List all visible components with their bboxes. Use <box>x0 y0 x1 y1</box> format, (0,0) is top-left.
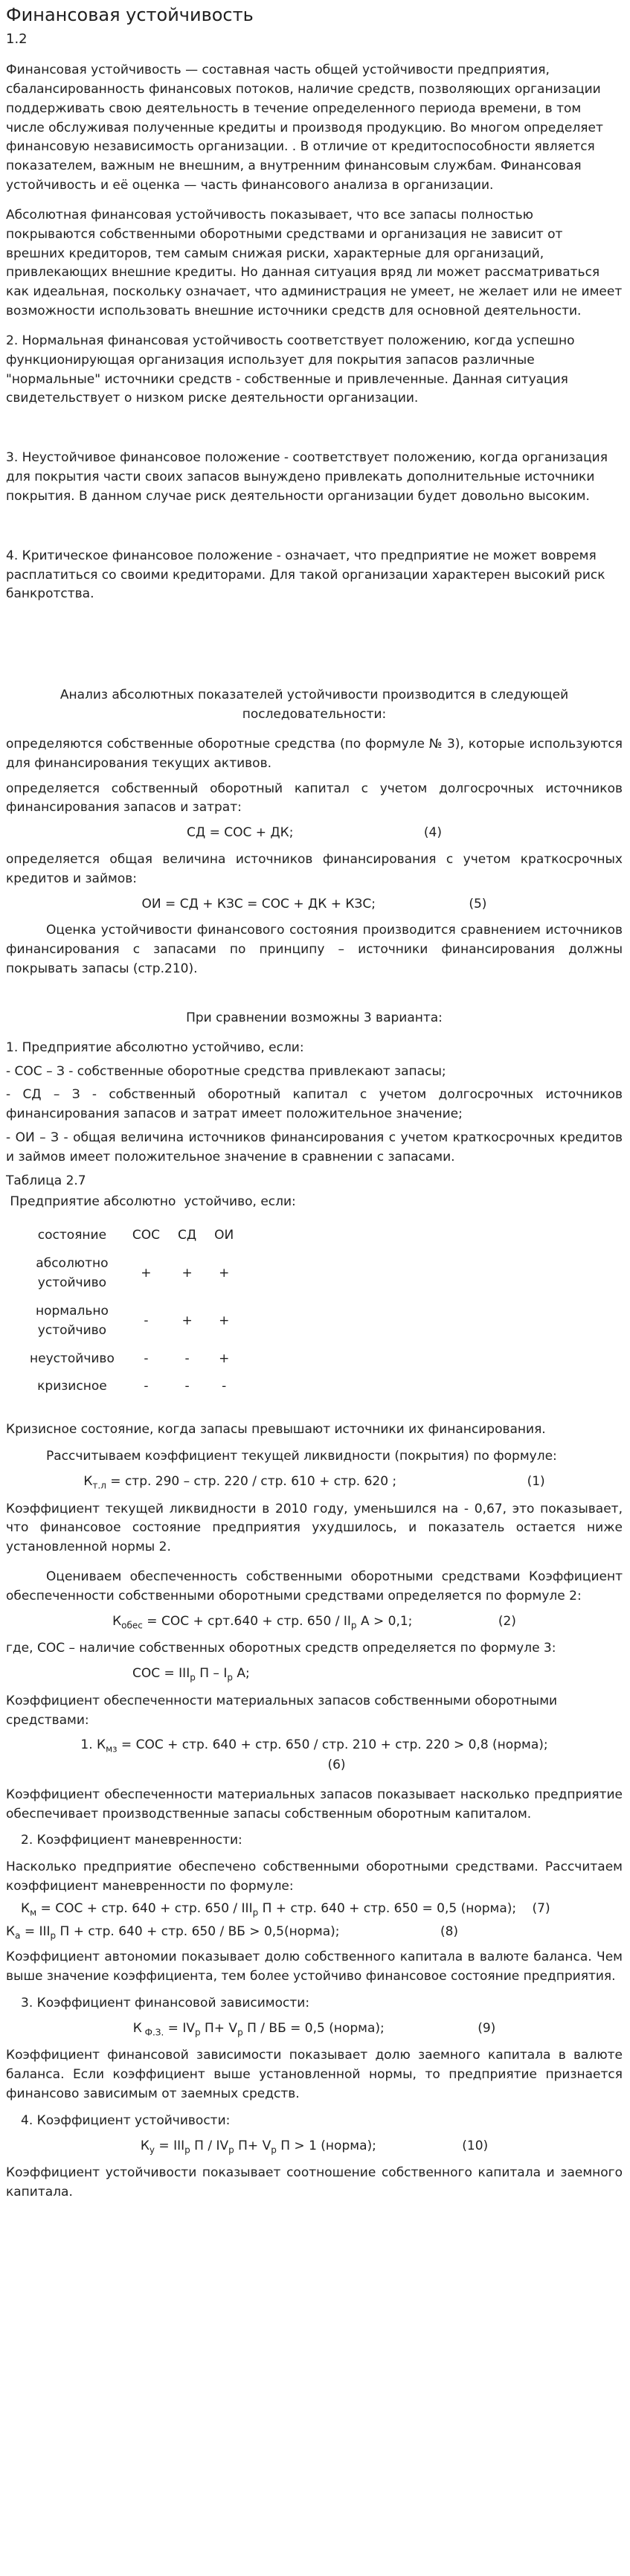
formula-1-lhs: К <box>83 1473 93 1489</box>
formula-2-sub: обес <box>121 1620 143 1631</box>
table-row <box>21 1250 242 1298</box>
table-cell: нормально устойчиво <box>35 1303 109 1338</box>
table-header-cell: ОИ <box>214 1228 234 1243</box>
formula-3-b: П – I <box>195 1666 228 1682</box>
dependence-text: Коэффициент финансовой зависимости показывает долю заемного капитала в валюте баланса. Если коэффициент выше установленной нормы, то предприятие признается финансово зависимым от заемных средств. <box>6 2048 623 2101</box>
formula-8-sub: а <box>15 1929 21 1941</box>
assessment-paragraph: Оценка устойчивости финансового состояния производится сравнением источников финансирования с запасами по принципу – источники финансирования должны покрывать запасы (стр.210). <box>6 923 623 977</box>
formula-2-sub2: р <box>350 1620 357 1631</box>
analysis-heading: Анализ абсолютных показателей устойчивости производится в следующей последовательности: <box>60 688 569 723</box>
liquidity-intro: Рассчитываем коэффициент текущей ликвидности (покрытия) по формуле: <box>46 1449 557 1464</box>
formula-8 <box>6 1923 623 1943</box>
table-cell: + <box>181 1266 193 1281</box>
formula-2-lhs: К <box>112 1613 122 1629</box>
formula-6-sub: мз <box>106 1743 118 1755</box>
formula-9-sub3: р <box>237 2027 243 2038</box>
formula-10-sub2: р <box>184 2144 190 2156</box>
formula-7-sub2: р <box>252 1907 259 1918</box>
table-row <box>21 1345 242 1374</box>
formula-4-number: (4) <box>423 825 442 841</box>
table-cell: абсолютно устойчиво <box>36 1256 109 1291</box>
formula-8-lhs: К <box>6 1923 16 1939</box>
table-header-cell: СОС <box>132 1228 160 1243</box>
formula-3-intro: где, СОС – наличие собственных оборотных средств определяется по формуле 3: <box>6 1641 556 1656</box>
stability-text: Коэффициент устойчивости показывает соотношение собственного капитала и заемного капитала. <box>6 2165 623 2200</box>
table-header-cell: СД <box>177 1228 197 1243</box>
formula-3-a: СОС = III <box>132 1666 190 1682</box>
table-header-row <box>21 1222 242 1250</box>
variants-intro: 1. Предприятие абсолютно устойчиво, если: <box>6 1039 304 1055</box>
formula-7-sub: м <box>30 1907 37 1918</box>
liquidity-result: Коэффициент текущей ликвидности в 2010 году, уменьшился на - 0,67, это показывает, что финансовое состояние предприятия ухудшилось, и показатель остается ниже установленной нормы 2. <box>6 1501 623 1555</box>
formula-8-rhs: = III <box>20 1923 51 1939</box>
formula-10-rhs2: П > 1 (норма); <box>276 2138 376 2153</box>
table-cell: - <box>184 1379 190 1394</box>
formula-1 <box>6 1473 623 1493</box>
formula-10-sub: у <box>149 2144 155 2156</box>
formula-10-sub4: р <box>271 2144 277 2156</box>
formula-2-rhs: = СОС + срт.640 + стр. 650 / II <box>142 1613 351 1629</box>
table-cell: + <box>219 1266 230 1281</box>
critical-paragraph: 4. Критическое финансовое положение - означает, что предприятие не может вовремя расплатиться со своими кредиторами. Для такой организации характерен высокий риск банкротства. <box>6 548 605 602</box>
variant-2: - СД – З - собственный оборотный капитал с учетом долгосрочных источников финансирования запасов и затрат имеет положительное значение; <box>6 1087 623 1122</box>
maneuver-intro: Насколько предприятие обеспечено собственными оборотными средствами. Рассчитаем коэффициент маневренности по формуле: <box>6 1859 623 1894</box>
formula-10 <box>6 2137 623 2157</box>
dependence-heading: 3. Коэффициент финансовой зависимости: <box>21 1995 310 2011</box>
formula-10-sub3: р <box>228 2144 234 2156</box>
variant-1: - СОС – З - собственные оборотные средства привлекают запасы; <box>6 1063 446 1079</box>
formula-3-s1: р <box>190 1672 196 1683</box>
table-cell: - <box>144 1351 149 1366</box>
formula-2-rhs2: А > 0,1; <box>356 1613 413 1629</box>
formula-9-rhs2: П / ВБ = 0,5 (норма); <box>242 2020 385 2036</box>
formula-3-c: А; <box>232 1666 250 1682</box>
normal-stability-paragraph: 2. Нормальная финансовая устойчивость соответствует положению, когда успешно функционирующая организация использует для покрытия запасов различные "нормальные" источники средств - собственные и привлеченные. Данная ситуация свидетельствует о низком риске деятельности организации. <box>6 333 575 406</box>
formula-7-rhs: = СОС + стр. 640 + стр. 650 / III <box>36 1900 253 1916</box>
analysis-step-2: определяется собственный оборотный капитал с учетом долгосрочных источников финансирования запасов и затрат: <box>6 781 623 816</box>
formula-4-text: СД = СОС + ДК; <box>187 825 294 841</box>
formula-10-mid: П / IV <box>190 2138 229 2153</box>
formula-9-lhs: К <box>132 2020 142 2036</box>
formula-6-rhs: = СОС + стр. 640 + стр. 650 / стр. 210 + стр. 220 > 0,8 (норма); <box>117 1737 548 1753</box>
table-cell: + <box>219 1351 230 1366</box>
formula-7 <box>6 1900 623 1920</box>
formula-6-number: (6) <box>327 1758 346 1772</box>
maneuver-heading: 2. Коэффициент маневренности: <box>21 1833 242 1848</box>
analysis-step-3: определяется общая величина источников финансирования с учетом краткосрочных кредитов и займов: <box>6 852 623 886</box>
formula-10-mid2: П+ V <box>234 2138 271 2153</box>
formula-1-number: (1) <box>527 1473 545 1489</box>
page-title: Финансовая устойчивость <box>6 4 254 25</box>
crisis-note: Кризисное состояние, когда запасы превышают источники их финансирования. <box>6 1422 546 1438</box>
formula-9-mid: П+ V <box>200 2020 238 2036</box>
formula-2 <box>6 1612 623 1633</box>
table-cell: + <box>181 1313 193 1328</box>
stability-table <box>21 1222 242 1401</box>
formula-10-rhs: = III <box>155 2138 185 2153</box>
table-cell: - <box>222 1379 227 1394</box>
table-cell: + <box>141 1266 152 1281</box>
formula-7-number: (7) <box>532 1900 550 1916</box>
formula-3 <box>6 1665 623 1685</box>
formula-1-rhs: = стр. 290 – стр. 220 / стр. 610 + стр. 620 ; <box>106 1473 397 1489</box>
formula-10-number: (10) <box>462 2138 489 2153</box>
table-cell: - <box>144 1313 149 1328</box>
formula-9-sub2: р <box>194 2027 201 2038</box>
formula-6 <box>6 1736 623 1775</box>
formula-10-lhs: К <box>140 2138 150 2153</box>
unstable-paragraph: 3. Неустойчивое финансовое положение - соответствует положению, когда организация для покрытия части своих запасов вынуждено привлекать дополнительные источники покрытия. В данном случае риск деятельности организации будет довольно высоким. <box>6 450 608 504</box>
table-cell: кризисное <box>37 1379 107 1394</box>
variants-heading: При сравнении возможны 3 варианта: <box>186 1010 443 1025</box>
material-intro: Коэффициент обеспеченности материальных запасов собственными оборотными средствами: <box>6 1693 558 1728</box>
table-caption: Таблица 2.7 <box>6 1173 86 1188</box>
formula-5-number: (5) <box>469 896 487 911</box>
table-cell: неустойчиво <box>30 1351 115 1366</box>
formula-7-rhs2: П + стр. 640 + стр. 650 = 0,5 (норма); <box>258 1900 517 1916</box>
stability-heading: 4. Коэффициент устойчивости: <box>21 2112 231 2128</box>
formula-7-lhs: К <box>21 1900 30 1916</box>
variant-3: - ОИ – З - общая величина источников финансирования с учетом краткосрочных кредитов и займов имеет положительное значение в сравнении с запасами. <box>6 1130 623 1164</box>
formula-1-sub: т.л <box>92 1480 106 1491</box>
table-cell: - <box>144 1379 149 1394</box>
table-row <box>21 1298 242 1345</box>
formula-4 <box>6 824 623 843</box>
table-header-cell: состояние <box>37 1228 107 1243</box>
own-funds-intro: Оцениваем обеспеченность собственными оборотными средствами Коэффициент обеспеченности собственными оборотными средствами определяется по формуле 2: <box>6 1569 623 1603</box>
formula-8-rhs2: П + стр. 640 + стр. 650 / ВБ > 0,5(норма); <box>56 1923 340 1939</box>
formula-6-lhs: 1. К <box>80 1737 106 1753</box>
table-cell: + <box>219 1313 230 1328</box>
formula-8-sub2: р <box>50 1929 57 1941</box>
analysis-step-1: определяются собственные оборотные средства (по формуле № 3), которые используются для финансирования текущих активов. <box>6 736 623 771</box>
table-cell: - <box>184 1351 190 1366</box>
formula-9-rhs: = IV <box>164 2020 195 2036</box>
section-number: 1.2 <box>6 31 28 47</box>
formula-9-number: (9) <box>478 2020 496 2036</box>
formula-5-text: ОИ = СД + КЗС = СОС + ДК + КЗС; <box>141 896 376 911</box>
formula-3-s2: р <box>227 1672 233 1683</box>
material-result: Коэффициент обеспеченности материальных запасов показывает насколько предприятие обеспечивает производственные запасы собственным оборотным капиталом. <box>6 1787 623 1822</box>
table-title: Предприятие абсолютно устойчиво, если: <box>6 1194 296 1209</box>
table-row <box>21 1373 242 1401</box>
formula-8-number: (8) <box>440 1923 459 1939</box>
formula-2-number: (2) <box>498 1613 516 1629</box>
intro-paragraph-2: Абсолютная финансовая устойчивость показывает, что все запасы полностью покрываются собственными оборотными средствами и организация не зависит от врешних кредиторов, тем самым снижая риски, характерные для организаций, привлекающих внешние кредиты. Но данная ситуация вряд ли может рассматриваться как идеальная, поскольку означает, что администрация не умеет, не желает или не имеет возможности использовать внешние источники средств для основной деятельности. <box>6 207 623 319</box>
formula-5 <box>6 895 623 914</box>
autonomy-text: Коэффициент автономии показывает долю собственного капитала в валюте баланса. Чем выше значение коэффициента, тем более устойчиво финансовое состояние предприятия. <box>6 1949 623 1984</box>
formula-9-sub: Ф.З. <box>141 2027 164 2038</box>
intro-paragraph-1: Финансовая устойчивость — составная часть общей устойчивости предприятия, сбалансированность финансовых потоков, наличие средств, позволяющих организации поддерживать свою деятельность в течение определенного периода времени, в том числе обслуживая полученные кредиты и производя продукцию. Во многом определяет финансовую независимость организации. . В отличие от кредитоспособности является показателем, важным не внешним, а внутренним финансовым службам. Финансовая устойчивость и её оценка — часть финансового анализа в организации. <box>6 63 603 193</box>
formula-9 <box>6 2019 623 2040</box>
